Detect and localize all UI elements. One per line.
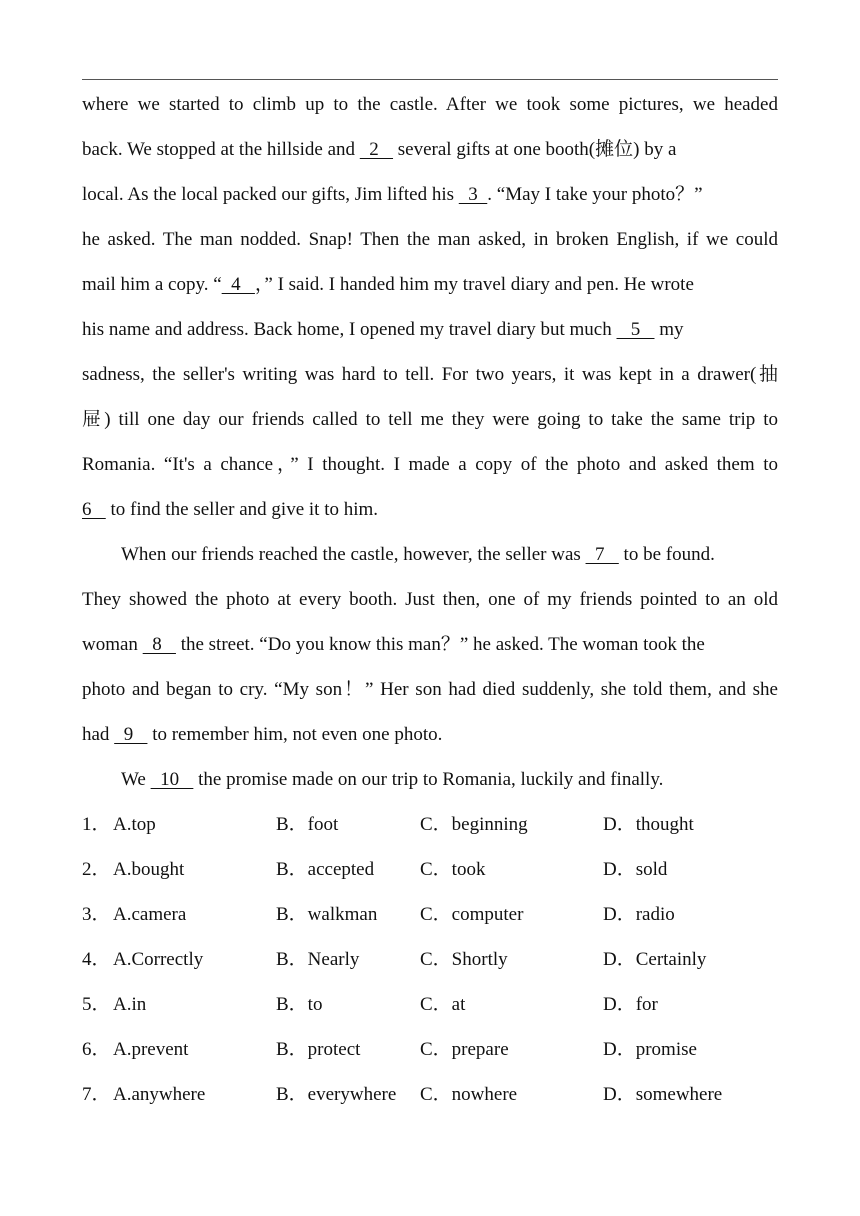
option-c: C．computer — [420, 904, 524, 925]
passage-line: 6 to find the seller and give it to him. — [82, 499, 379, 520]
question-number: 3． — [82, 904, 111, 925]
question-number: 1． — [82, 814, 111, 835]
option-a: A.bought — [113, 859, 185, 880]
passage-line: They showed the photo at every booth. Just then, one of my friends pointed to an old — [82, 589, 778, 610]
option-b: B．to — [276, 994, 323, 1015]
passage-line: his name and address. Back home, I opened my travel diary but much 5 my — [82, 319, 684, 340]
question-number: 7． — [82, 1084, 111, 1105]
passage-line: local. As the local packed our gifts, Jim lifted his 3 . “May I take your photo？” — [82, 184, 703, 205]
passage-line: When our friends reached the castle, however, the seller was 7 to be found. — [121, 544, 715, 565]
question-number: 6． — [82, 1039, 111, 1060]
blank-10: 10 — [150, 769, 194, 790]
blank-3: 3 — [458, 184, 488, 205]
option-d: D．somewhere — [603, 1084, 723, 1105]
passage-line: back. We stopped at the hillside and 2 several gifts at one booth(摊位) by a — [82, 139, 677, 160]
option-d: D．sold — [603, 859, 668, 880]
blank-8: 8 — [142, 634, 176, 655]
passage-line: had 9 to remember him, not even one photo. — [82, 724, 443, 745]
option-d: D．for — [603, 994, 658, 1015]
passage-line: where we started to climb up to the castle. After we took some pictures, we headed — [82, 94, 778, 115]
passage-line: 屉) till one day our friends called to tell me they were going to take the same trip to — [82, 409, 778, 430]
option-a: A.anywhere — [113, 1084, 206, 1105]
option-c: C．beginning — [420, 814, 528, 835]
question-number: 5． — [82, 994, 111, 1015]
option-c: C．Shortly — [420, 949, 508, 970]
option-b: B．foot — [276, 814, 339, 835]
option-c: C．prepare — [420, 1039, 509, 1060]
option-a: A.prevent — [113, 1039, 189, 1060]
option-d: D．radio — [603, 904, 675, 925]
blank-5: 5 — [616, 319, 655, 340]
passage-line: We 10 the promise made on our trip to Romania, luckily and finally. — [121, 769, 664, 790]
option-c: C．at — [420, 994, 466, 1015]
option-b: B．everywhere — [276, 1084, 397, 1105]
passage-line: sadness, the seller's writing was hard to tell. For two years, it was kept in a drawer(抽 — [82, 364, 778, 385]
option-b: B．walkman — [276, 904, 378, 925]
option-b: B．accepted — [276, 859, 375, 880]
option-a: A.camera — [113, 904, 187, 925]
passage-line: photo and began to cry. “My son！” Her son had died suddenly, she told them, and she — [82, 679, 778, 700]
option-d: D．thought — [603, 814, 694, 835]
option-b: B．Nearly — [276, 949, 360, 970]
blank-7: 7 — [585, 544, 619, 565]
option-d: D．promise — [603, 1039, 697, 1060]
blank-6: 6 — [82, 499, 106, 520]
option-a: A.top — [113, 814, 156, 835]
passage-line: he asked. The man nodded. Snap! Then the man asked, in broken English, if we could — [82, 229, 778, 250]
question-number: 2． — [82, 859, 111, 880]
question-number: 4． — [82, 949, 111, 970]
option-a: A.Correctly — [113, 949, 204, 970]
passage-line: Romania. “It's a chance，” I thought. I made a copy of the photo and asked them to — [82, 454, 778, 475]
passage-line: woman 8 the street. “Do you know this man？” he asked. The woman took the — [82, 634, 705, 655]
option-c: C．took — [420, 859, 486, 880]
option-c: C．nowhere — [420, 1084, 518, 1105]
passage-line: mail him a copy. “ 4 ，” I said. I handed him my travel diary and pen. He wrote — [82, 274, 694, 295]
blank-9: 9 — [114, 724, 148, 745]
blank-4: 4 — [221, 274, 255, 295]
blank-2: 2 — [359, 139, 394, 160]
header-rule — [82, 79, 778, 80]
option-b: B．protect — [276, 1039, 361, 1060]
option-d: D．Certainly — [603, 949, 707, 970]
option-a: A.in — [113, 994, 147, 1015]
